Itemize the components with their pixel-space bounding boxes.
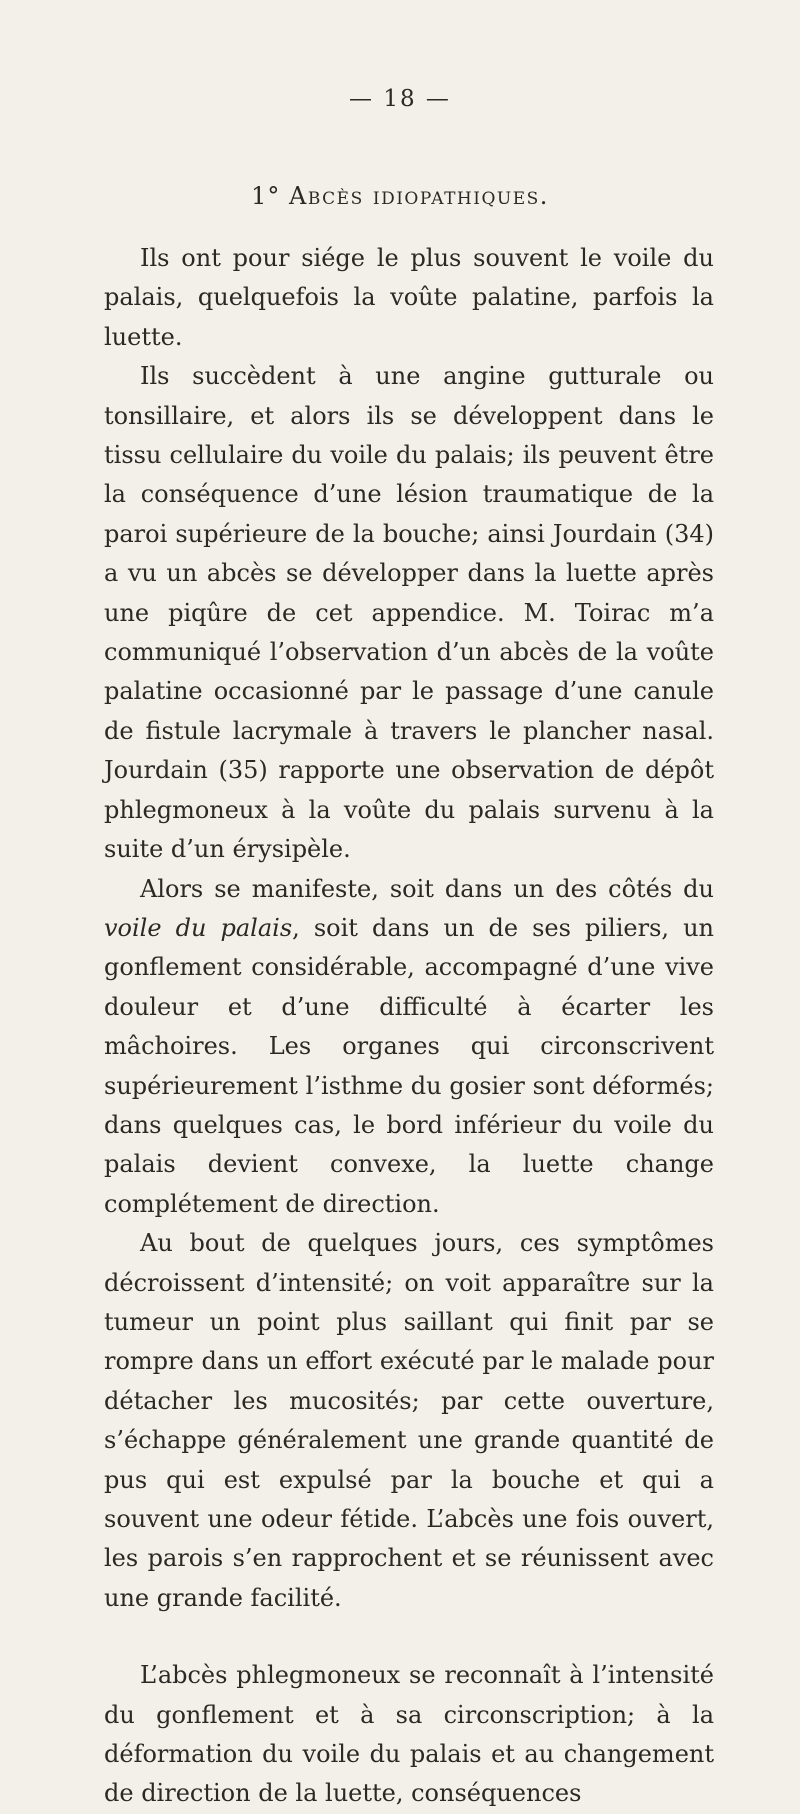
paragraph-text: , soit dans un de ses piliers, un gonflement considérable, accompagné d’une vive douleur et d’une difficulté à écarter les mâchoires. Les organes qui circonscrivent supérieurement l’isthme du gosier sont déformés; dans quelques cas, le bord inférieur du voile du palais devient convexe, la luette change complétement de direction. bbox=[104, 913, 714, 1218]
italic-term: voile du palais bbox=[104, 913, 293, 942]
paragraph: Ils succèdent à une angine gutturale ou tonsillaire, et alors ils se développent dans le tissu cellulaire du voile du palais; ils peuvent être la conséquence d’une lésion traumatique de la paroi supérieure de la bouche; ainsi Jourdain (34) a vu un abcès se développer dans la luette après une piqûre de cet appendice. M. Toirac m’a communiqué l’observation d’un abcès de la voûte palatine occasionné par le passage d’une canule de fistule lacrymale à travers le plancher nasal. Jourdain (35) rapporte une observation de dépôt phlegmoneux à la voûte du palais survenu à la suite d’un érysipèle. bbox=[104, 362, 714, 864]
paragraph: L’abcès phlegmoneux se reconnaît à l’intensité du gonflement et à sa circonscription; à la déformation du voile du palais et au changement de direction de la luette, conséquences bbox=[104, 1661, 714, 1808]
body-text bbox=[104, 239, 714, 1814]
paragraph-text: Alors se manifeste, soit dans un des côtés du bbox=[140, 874, 714, 903]
section-title: Abcès idiopathiques. bbox=[289, 182, 549, 210]
paragraph: Au bout de quelques jours, ces symptômes décroissent d’intensité; on voit apparaître sur la tumeur un point plus saillant qui finit par se rompre dans un effort exécuté par le malade pour détacher les mucosités; par cette ouverture, s’échappe généralement une grande quantité de pus qui est expulsé par la bouche et qui a souvent une odeur fétide. L’abcès une fois ouvert, les parois s’en rapprochent et se réunissent avec une grande facilité. bbox=[104, 1229, 714, 1612]
paragraph bbox=[104, 870, 714, 1225]
page-number: — 18 — bbox=[349, 86, 451, 112]
paragraph: Ils ont pour siége le plus souvent le voile du palais, quelquefois la voûte palatine, parfois la luette. bbox=[104, 244, 714, 351]
section-heading bbox=[0, 182, 800, 210]
section-number: 1° bbox=[251, 182, 281, 210]
